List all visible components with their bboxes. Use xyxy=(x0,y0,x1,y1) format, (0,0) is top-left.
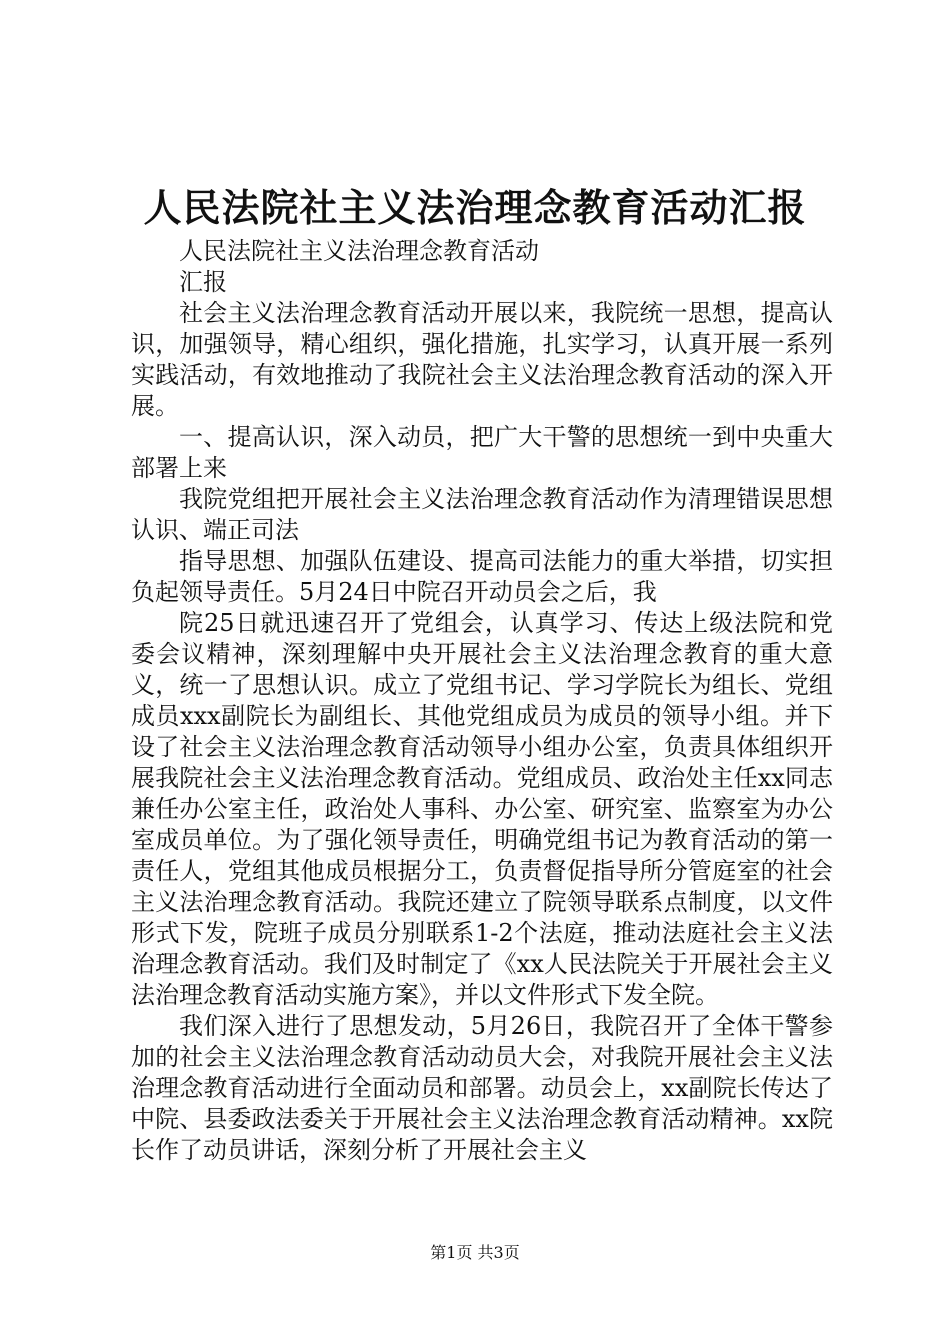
paragraph: 我院党组把开展社会主义法治理念教育活动作为清理错误思想认识、端正司法 xyxy=(131,485,833,544)
document-title: 人民法院社主义法治理念教育活动汇报 xyxy=(143,185,807,230)
paragraph: 指导思想、加强队伍建设、提高司法能力的重大举措，切实担负起领导责任。5月24日中院召开动员会之后，我 xyxy=(131,547,833,606)
paragraph: 社会主义法治理念教育活动开展以来，我院统一思想，提高认识，加强领导，精心组织，强化措施，扎实学习，认真开展一系列实践活动，有效地推动了我院社会主义法治理念教育活动的深入开展。 xyxy=(131,299,833,420)
paragraph: 汇报 xyxy=(179,268,227,296)
page-number-footer: 第1页 共3页 xyxy=(430,1243,520,1262)
paragraph: 院25日就迅速召开了党组会，认真学习、传达上级法院和党委会议精神，深刻理解中央开展社会主义法治理念教育的重大意义，统一了思想认识。成立了党组书记、学习学院长为组长、党组成员xxx副院长为副组长、其他党组成员为成员的领导小组。并下设了社会主义法治理念教育活动领导小组办公室，负责具体组织开展我院社会主义法治理念教育活动。党组成员、政治处主任xx同志兼任办公室主任，政治处人事科、办公室、研究室、监察室为办公室成员单位。为了强化领导责任，明确党组书记为教育活动的第一责任人，党组其他成员根据分工，负责督促指导所分管庭室的社会主义法治理念教育活动。我院还建立了院领导联系点制度，以文件形式下发，院班子成员分别联系1-2个法庭，推动法庭社会主义法治理念教育活动。我们及时制定了《xx人民法院关于开展社会主义法治理念教育活动实施方案》，并以文件形式下发全院。 xyxy=(131,609,833,1009)
paragraph: 我们深入进行了思想发动，5月26日，我院召开了全体干警参加的社会主义法治理念教育活动动员大会，对我院开展社会主义法治理念教育活动进行全面动员和部署。动员会上，xx副院长传达了中院、县委政法委关于开展社会主义法治理念教育活动精神。xx院长作了动员讲话，深刻分析了开展社会主义 xyxy=(131,1012,833,1164)
paragraph: 人民法院社主义法治理念教育活动 xyxy=(179,237,539,265)
document-body xyxy=(131,236,833,1166)
paragraph: 一、提高认识，深入动员，把广大干警的思想统一到中央重大部署上来 xyxy=(131,423,833,482)
